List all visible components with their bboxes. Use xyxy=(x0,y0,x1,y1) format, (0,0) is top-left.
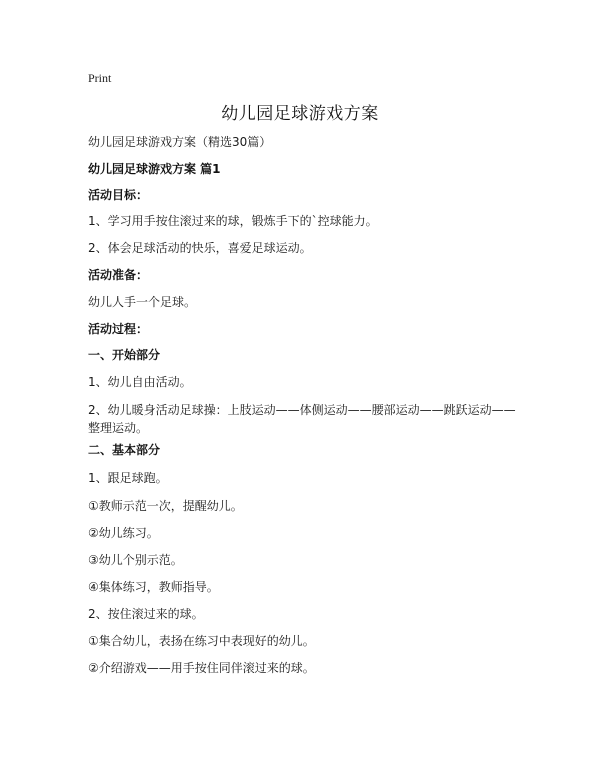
section-heading: 活动过程： xyxy=(88,322,149,336)
paragraph-line: ①教师示范一次，提醒幼儿。 xyxy=(88,499,243,513)
paragraph-line: ③幼儿个别示范。 xyxy=(88,553,183,567)
paragraph-line: 2、体会足球活动的快乐，喜爱足球运动。 xyxy=(88,241,312,255)
print-label: Print xyxy=(88,71,112,85)
paragraph-line: 2、幼儿暖身活动足球操：上肢运动——体侧运动——腰部运动——跳跃运动——整理运动。 xyxy=(88,403,516,435)
paragraph-line: ②介绍游戏——用手按住同伴滚过来的球。 xyxy=(88,661,315,675)
paragraph-line: 1、学习用手按住滚过来的球，锻炼手下的`控球能力。 xyxy=(88,214,378,228)
section-heading: 一、开始部分 xyxy=(88,348,161,362)
section-heading: 二、基本部分 xyxy=(88,443,161,457)
paragraph-line: 2、按住滚过来的球。 xyxy=(88,607,204,621)
section-heading: 活动准备： xyxy=(88,268,149,282)
paragraph-line: 1、幼儿自由活动。 xyxy=(88,375,192,389)
section-heading: 幼儿园足球游戏方案 篇1 xyxy=(88,162,221,176)
paragraph-line: 1、跟足球跑。 xyxy=(88,471,168,485)
paragraph-line: ④集体练习，教师指导。 xyxy=(88,580,219,594)
paragraph-line: ②幼儿练习。 xyxy=(88,526,159,540)
paragraph-line: 幼儿人手一个足球。 xyxy=(88,295,197,309)
document-title: 幼儿园足球游戏方案 xyxy=(221,104,379,124)
paragraph-line: ①集合幼儿，表扬在练习中表现好的幼儿。 xyxy=(88,634,315,648)
paragraph-line: 幼儿园足球游戏方案（精选30篇） xyxy=(88,135,272,149)
section-heading: 活动目标： xyxy=(88,188,149,202)
